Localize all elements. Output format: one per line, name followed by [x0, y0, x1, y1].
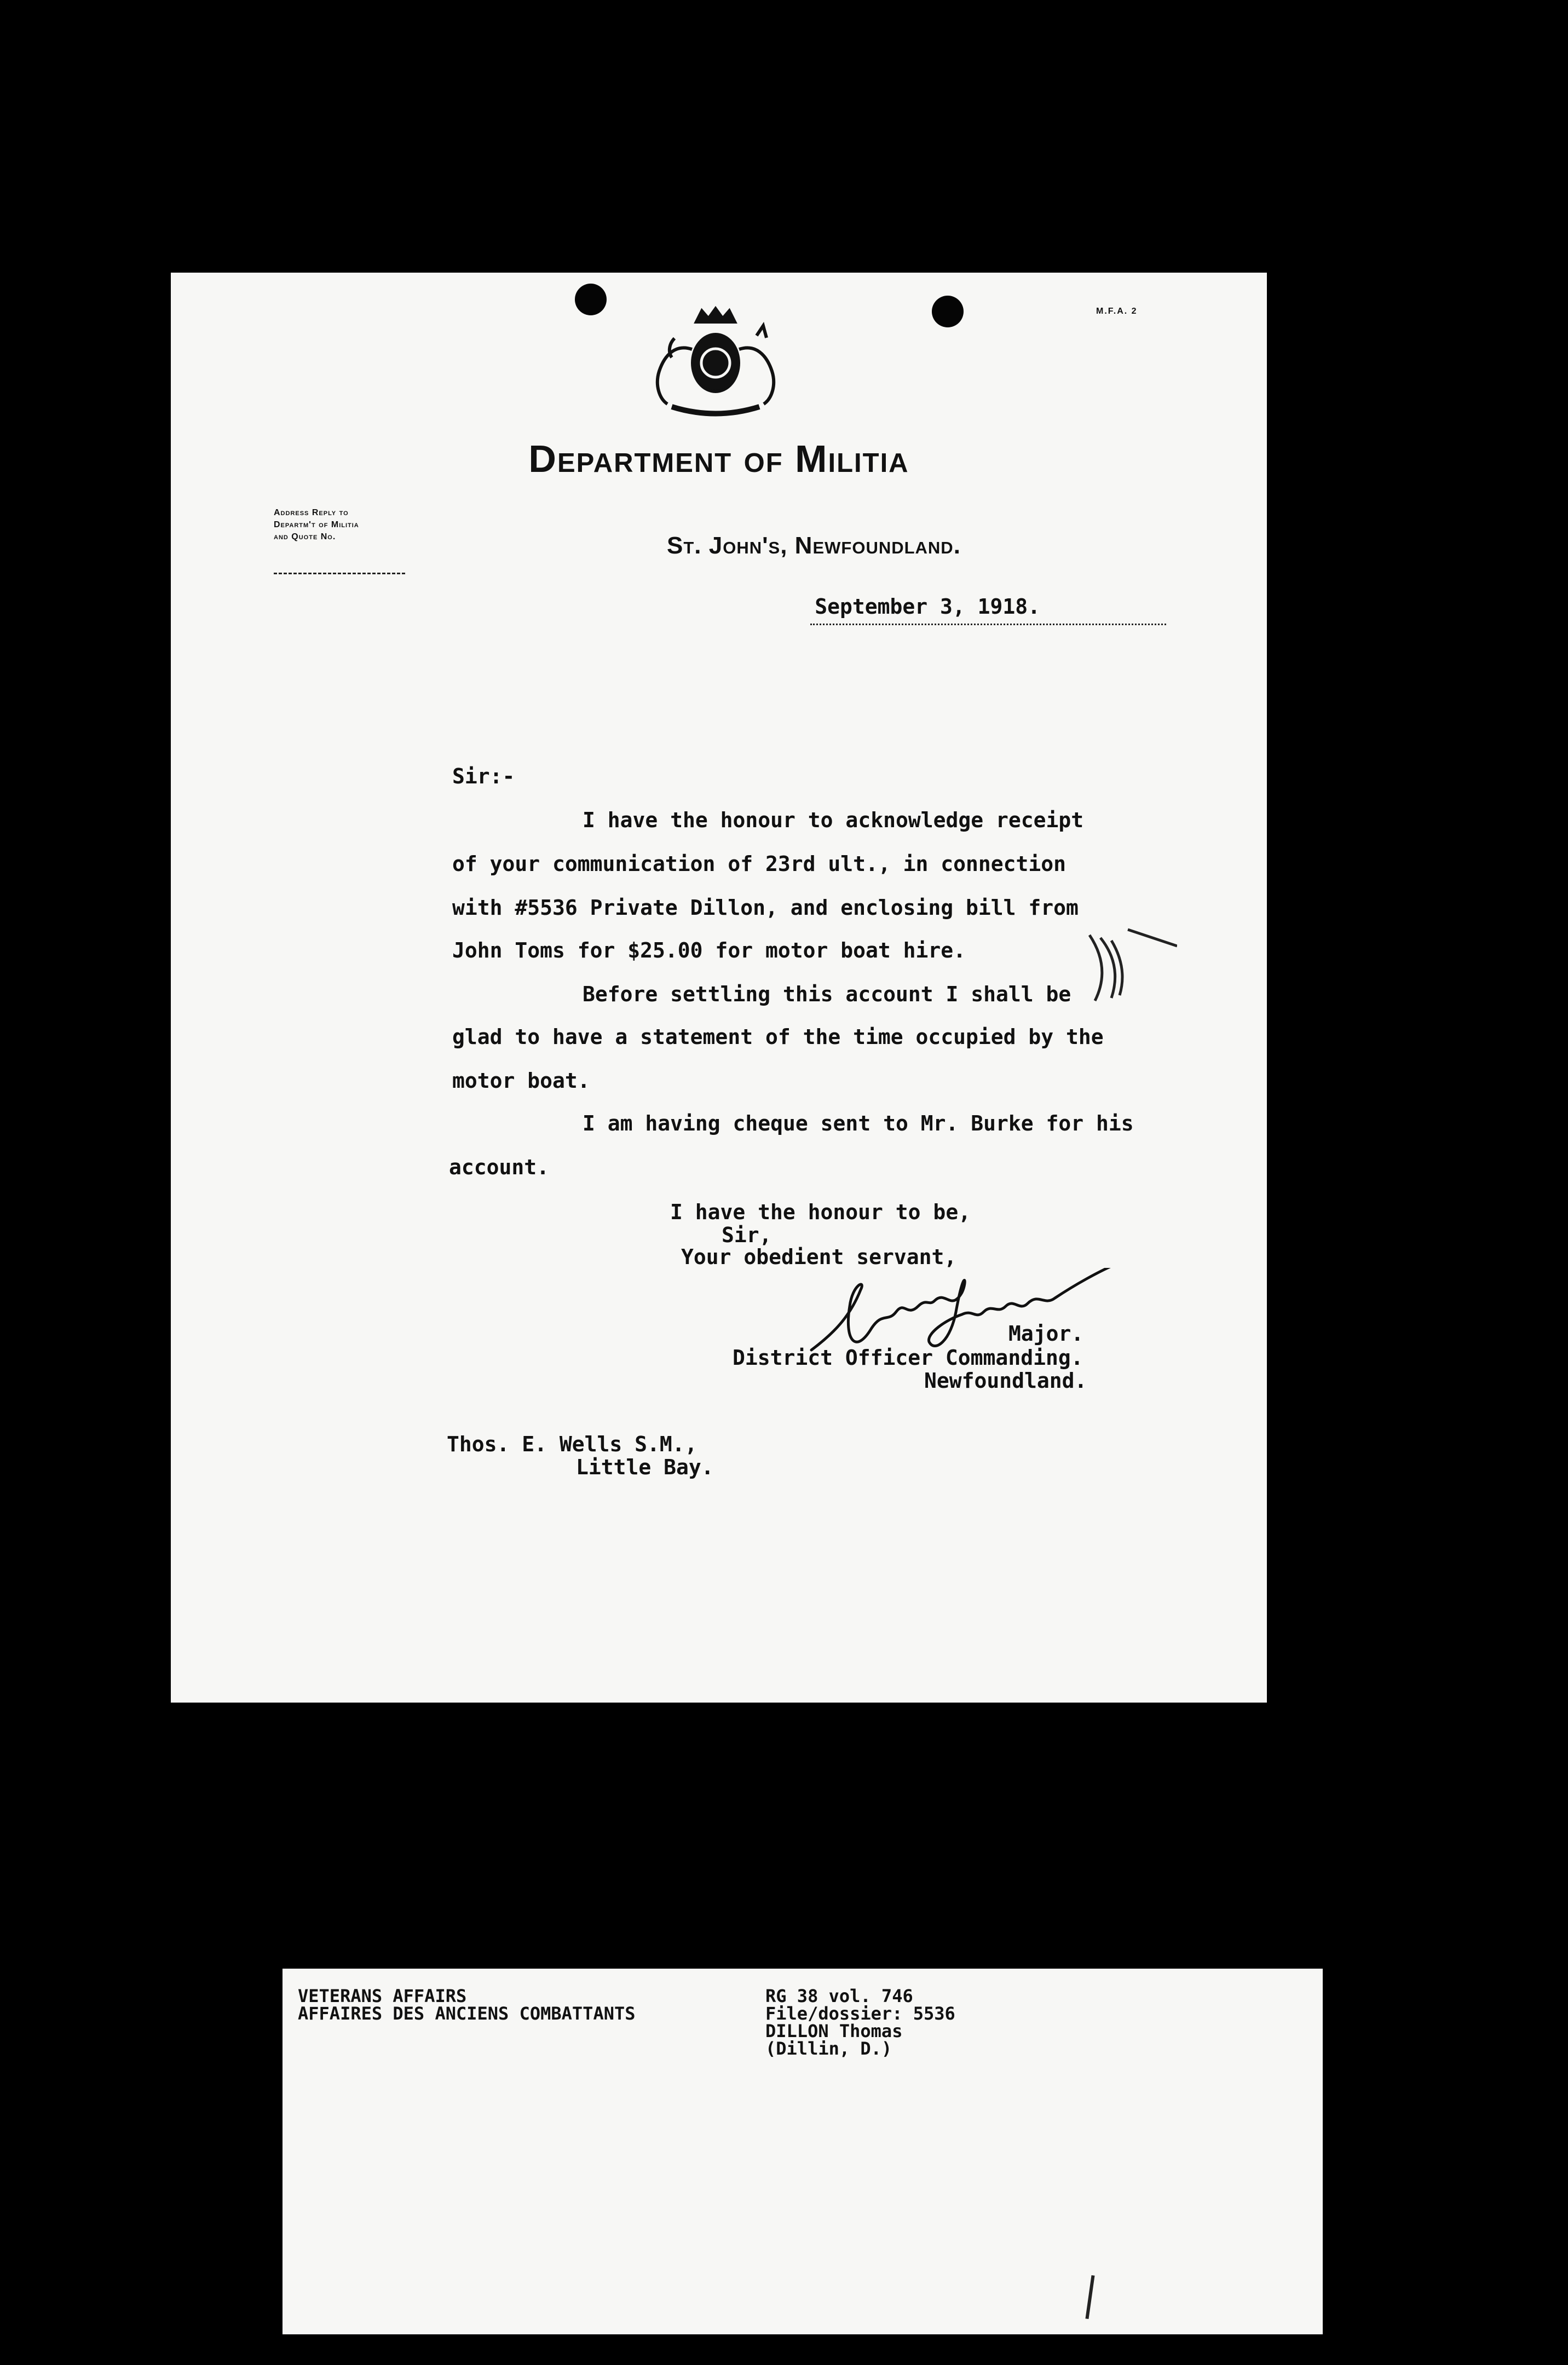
record-group: RG 38 vol. 746 [765, 1986, 913, 2006]
pen-mark [1085, 2275, 1094, 2319]
file-number: File/dossier: 5536 [765, 2003, 955, 2024]
signatory-location: Newfoundland. [924, 1369, 1087, 1393]
address-reply-line-2: Departm't of Militia [274, 520, 359, 529]
address-reply-line-1: Address Reply to [274, 508, 349, 517]
archive-reference-card [283, 1969, 1323, 2334]
closing-line-2: Sir, [722, 1223, 772, 1247]
body-line-9: account. [449, 1155, 550, 1179]
body-line-4: John Toms for $25.00 for motor boat hire. [452, 938, 966, 962]
punch-hole-left [575, 284, 607, 315]
salutation: Sir:- [452, 764, 515, 788]
body-line-7: motor boat. [452, 1069, 590, 1093]
agency-french: AFFAIRES DES ANCIENS COMBATTANTS [298, 2003, 636, 2024]
recipient-name: Thos. E. Wells S.M., [447, 1432, 697, 1456]
letterhead-city: St. John's, Newfoundland. [667, 532, 961, 559]
body-line-3: with #5536 Private Dillon, and enclosing bill from [452, 896, 1079, 920]
closing-line-1: I have the honour to be, [670, 1200, 971, 1224]
department-title: Department of Militia [528, 437, 909, 480]
subject-name: DILLON Thomas [765, 2021, 903, 2041]
body-line-8: I am having cheque sent to Mr. Burke for his [583, 1111, 1134, 1135]
subject-alias: (Dillin, D.) [765, 2038, 892, 2059]
body-line-5: Before settling this account I shall be [583, 982, 1071, 1006]
address-reply-line-3: and Quote No. [274, 532, 336, 541]
letter-page [171, 273, 1267, 1703]
punch-hole-right [932, 296, 964, 327]
body-line-6: glad to have a statement of the time occupied by the [452, 1025, 1104, 1049]
body-line-2: of your communication of 23rd ult., in connection [452, 852, 1067, 876]
closing-line-3: Your obedient servant, [681, 1245, 957, 1269]
recipient-place: Little Bay. [576, 1455, 714, 1479]
body-line-1: I have the honour to acknowledge receipt [583, 808, 1084, 832]
signatory-rank: Major. [1008, 1322, 1084, 1346]
form-number: M.F.A. 2 [1096, 307, 1138, 316]
letter-date: September 3, 1918. [810, 595, 1166, 625]
signatory-title: District Officer Commanding. [733, 1346, 1083, 1370]
royal-crest-icon [642, 305, 789, 420]
received-stamp-icon [1073, 924, 1177, 1012]
address-reply-note [274, 507, 359, 543]
agency-english: VETERANS AFFAIRS [298, 1986, 467, 2006]
reference-number-line [274, 573, 405, 574]
